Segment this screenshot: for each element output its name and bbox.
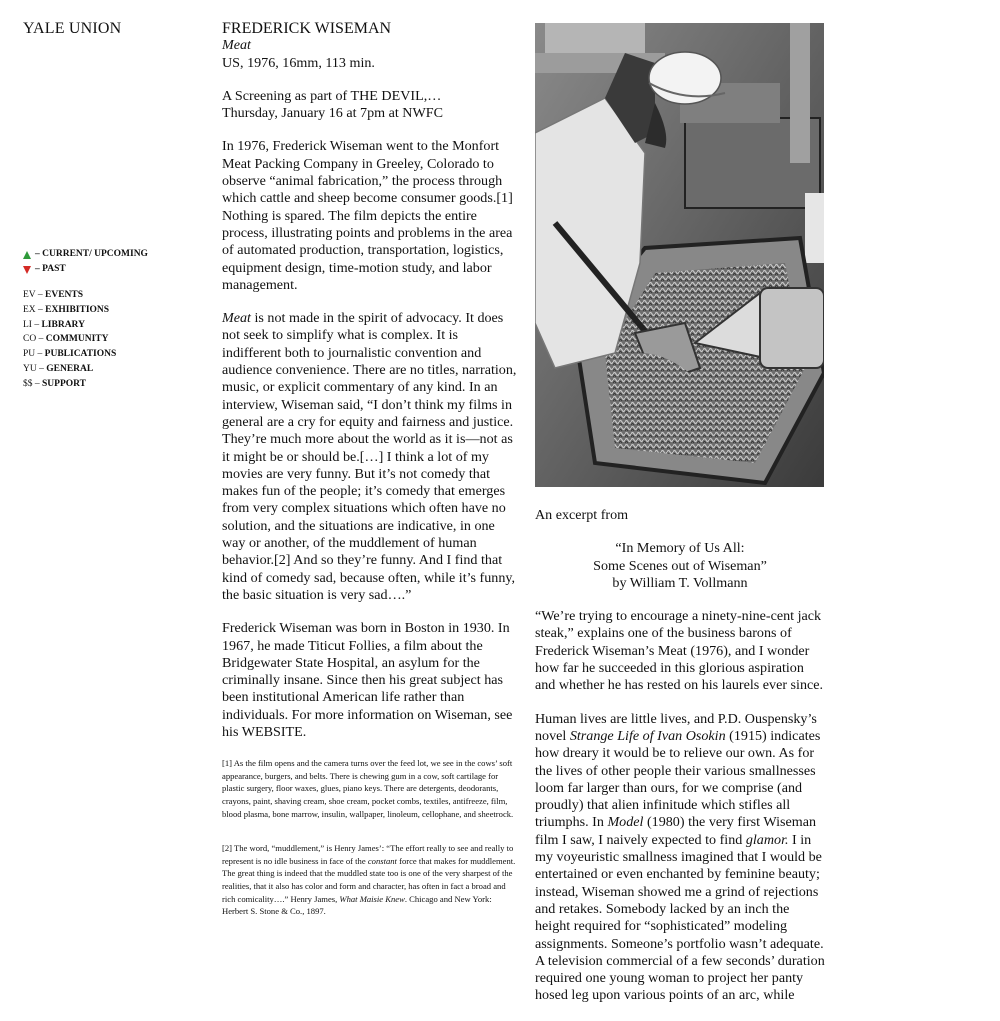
film-title: Meat: [222, 37, 251, 54]
excerpt: [535, 507, 825, 1021]
body-text: .: [302, 723, 307, 740]
triangle-down-icon: [23, 266, 31, 274]
excerpt-title-block: [535, 540, 825, 592]
italic-title: Meat: [222, 310, 251, 327]
nav-label: PUBLICATIONS: [44, 349, 117, 360]
nav-code: YU –: [23, 363, 44, 374]
nav-label: LIBRARY: [41, 319, 85, 330]
footnotes: [222, 757, 517, 918]
film-header: [222, 20, 517, 72]
nav-link-support[interactable]: [23, 377, 116, 392]
footnote-text: force that makes for muddlement. The great thing is indeed that the muddled state too is one of the very sharpest of the realities, that it also has color and form and character, has often in fact a broad and rich comicality….” Henry James,: [222, 855, 516, 904]
screening-info: [222, 88, 517, 123]
excerpt-text: I in my voyeuristic smallness imagined that I would be entertained or even enchanted by feminine beauty; instead, Wiseman showed me a grind of rejections and retakes. Somebody lacked by an inch the height required for “sophisticated” modeling assignments. Someone’s portfolio wasn’t adequate. A television commercial of a few seconds’ duration required one young woman to project her panty hosed leg upon various points of an arc, while: [535, 831, 825, 1004]
body-text: is not made in the spirit of advocacy. It does not seek to simplify what is complex. It is indifferent both to journalistic convention and audience convenience. There are no titles, narration, music, or explicit commentary of any kind. In an interview, Wiseman said, “I don’t think my films in general are a cry for equity and fairness and justice. They’re much more about the world as it is—not as it might be or should be.[…] I think a lot of my movies are very funny. But it’s not comedy that makes fun of the people; it’s comedy that emerges from very complex situations which often have no solution, and the situations are indicative, in one way or another, of the muddlement of human behavior.[2] And so they’re funny. And I find that kind of comedy sad, because often, while it’s funny, the basic situation is very sad….”: [222, 310, 517, 603]
nav-label: SUPPORT: [42, 378, 87, 389]
excerpt-text: (1980) the very first Wiseman film I saw, I naively expected to find: [535, 814, 817, 848]
excerpt-italic: Model: [607, 814, 644, 831]
nav-link-events[interactable]: [23, 288, 116, 303]
website-link[interactable]: WEBSITE: [241, 723, 303, 740]
nav-label: EVENTS: [45, 290, 84, 300]
nav-code: EV –: [23, 290, 43, 300]
nav-label: COMMUNITY: [45, 334, 109, 345]
excerpt-italic: glamor.: [745, 831, 789, 848]
nav-code: EX –: [23, 304, 43, 315]
excerpt-title-line-2: Some Scenes out of Wiseman”: [593, 557, 767, 574]
nav-label: EXHIBITIONS: [45, 304, 110, 315]
nav-link-library[interactable]: [23, 318, 116, 333]
footnote-2: [222, 842, 517, 918]
excerpt-author: by William T. Vollmann: [612, 574, 748, 591]
footnote-italic: constant: [367, 855, 397, 866]
excerpt-intro: An excerpt from: [535, 507, 629, 523]
nav-label: GENERAL: [46, 363, 94, 374]
triangle-up-icon: [23, 251, 31, 259]
excerpt-paragraph-1: “We’re trying to encourage a ninety-nine-cent jack steak,” explains one of the business barons of Frederick Wiseman’s Meat (1976), and I wonder how far he succeeded in this glorious aspiration and whether he has rested on his laurels ever since.: [535, 608, 824, 694]
body-paragraph-3: [222, 620, 517, 741]
nav-code: PU –: [23, 349, 43, 360]
film-still-image: [535, 23, 824, 487]
film-director: FREDERICK WISEMAN: [222, 20, 392, 37]
excerpt-italic: Strange Life of Ivan Osokin: [569, 727, 726, 744]
body-paragraph-2: [222, 310, 517, 604]
nav-link-community[interactable]: [23, 332, 116, 347]
nav-code: CO –: [23, 334, 44, 345]
film-still-illustration: [535, 23, 824, 487]
nav-code: $$ –: [23, 378, 40, 389]
nav-past[interactable]: [23, 262, 148, 277]
body-text: Frederick Wiseman was born in Boston in 1930. In 1967, he made Titicut Follies, a film about the Bridgewater State Hospital, an asylum for the criminally insane. Since then his great subject has been institutional American life rather than individuals. For more information on Wiseman, see his: [222, 620, 513, 740]
excerpt-paragraph-2: [535, 711, 825, 1005]
excerpt-title-line-1: “In Memory of Us All:: [615, 540, 745, 557]
footnote-1: [1] As the film opens and the camera turns over the feed lot, we see in the cows’ soft appearance, burgers, and belts. There is chewing gum in a cow, soft cartilage for plastic surgery, floor waxes, glues, piano keys. There are detergents, deodorants, crayons, paint, shaving cream, shoe cream, pocket combs, textiles, antifreeze, film, blood plasma, bone marrow, insulin, wallpaper, linoleum, cellophane, and sheetrock.: [222, 758, 514, 819]
footnote-text: . Chicago and New York: Herbert S. Stone & Co., 1897.: [222, 893, 492, 917]
excerpt-text: Human lives are little lives, and P.D. Ouspensky’s novel: [535, 710, 817, 744]
screening-series: A Screening as part of THE DEVIL,…: [222, 87, 442, 104]
film-details: US, 1976, 16mm, 113 min.: [222, 54, 375, 71]
site-title[interactable]: YALE UNION: [23, 20, 122, 37]
footnote-text: [2] The word, “muddlement,” is Henry James’: “The effort really to see and really to represent is no idle business in face of the: [222, 843, 514, 866]
section-nav: [23, 288, 116, 392]
nav-link-general[interactable]: [23, 362, 116, 377]
excerpt-text: (1915) indicates how dreary it would be to relieve our own. As for the lives of other people their various smallnesses loom far larger than ours, for we comprise (and proudly) that alien infinitude which stifles all triumphs. In: [535, 727, 821, 831]
nav-past-label: – PAST: [35, 264, 66, 274]
status-nav: [23, 247, 148, 277]
nav-link-publications[interactable]: [23, 347, 116, 362]
nav-current-label: – CURRENT/ UPCOMING: [35, 249, 148, 259]
event-description: [222, 20, 517, 940]
screening-date: Thursday, January 16 at 7pm at NWFC: [222, 105, 444, 122]
body-paragraph-1: In 1976, Frederick Wiseman went to the Monfort Meat Packing Company in Greeley, Colorado to observe “animal fabrication,” the process through which cattle and sheep become consumer goods.[1] Nothing is spared. The film depicts the entire process, illustrating points and problems in the area of automated production, transportation, logistics, equipment design, time-motion study, and labor management.: [222, 138, 513, 293]
nav-code: LI –: [23, 319, 40, 330]
nav-link-exhibitions[interactable]: [23, 303, 116, 318]
footnote-italic: What Maisie Knew: [339, 893, 405, 904]
nav-current[interactable]: [23, 247, 148, 262]
